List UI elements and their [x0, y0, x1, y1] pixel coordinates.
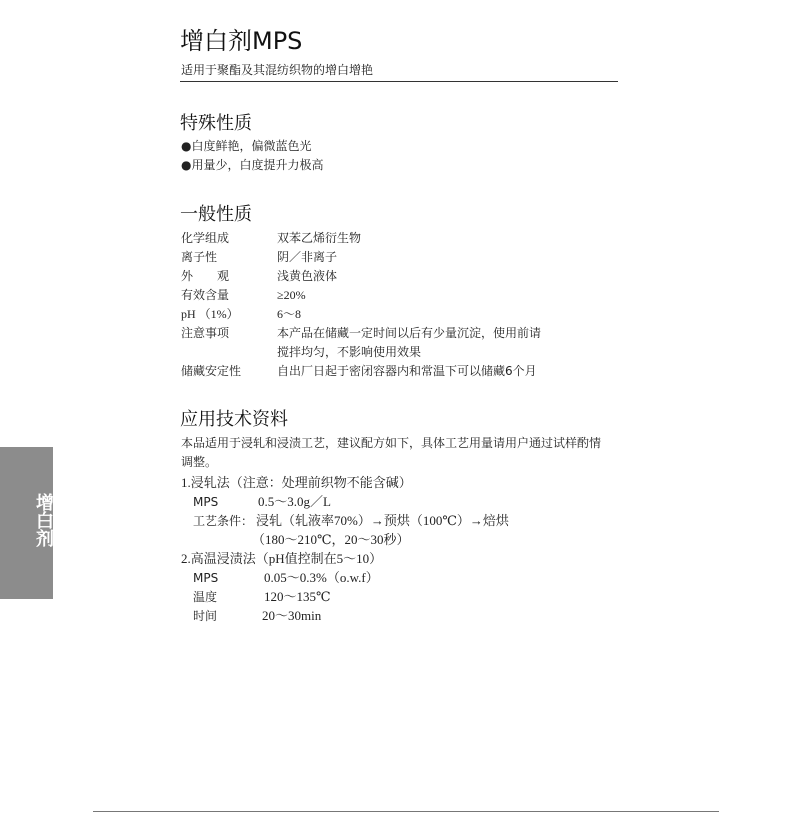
method1-process-value: 浸轧（轧液率70%）→预烘（100℃）→焙烘: [256, 513, 509, 528]
method1-process-label: 工艺条件：: [193, 514, 254, 528]
method2-mps-value: 0.05～0.3%（o.w.f）: [264, 570, 379, 585]
property-label-ph: pH （1%）: [181, 307, 239, 321]
title-divider: [180, 81, 618, 82]
footer-divider: [93, 811, 719, 812]
property-value-ph: 6～8: [277, 307, 302, 321]
method2-title: 2.高温浸渍法（pH值控制在5～10）: [181, 551, 383, 566]
method1-process-value-continued: （180～210℃，20～30秒）: [252, 532, 410, 547]
general-properties-heading: 一般性质: [180, 204, 252, 225]
side-category-tab-label: 增白剂: [33, 493, 54, 547]
method2-time-value: 20～30min: [262, 608, 322, 623]
property-label-chemical: 化学组成: [181, 231, 230, 245]
property-label-appearance: 外 观: [181, 269, 230, 283]
property-value-notes: 本产品在储藏一定时间以后有少量沉淀，使用前请: [277, 326, 542, 340]
application-intro: 本品适用于浸轧和浸渍工艺，建议配方如下，具体工艺用量请用户通过试样酌情: [181, 436, 602, 450]
method2-mps-label: MPS: [193, 571, 219, 585]
property-label-content: 有效含量: [181, 288, 230, 302]
method2-temp-value: 120～135℃: [264, 589, 331, 604]
special-property-item: ●用量少，白度提升力极高: [181, 158, 324, 172]
method1-title: 1.浸轧法（注意：处理前织物不能含碱）: [181, 475, 412, 490]
page-title: 增白剂MPS: [180, 27, 303, 55]
property-value-chemical: 双苯乙烯衍生物: [277, 231, 362, 245]
method1-mps-value: 0.5～3.0g／L: [258, 494, 331, 509]
method2-time-label: 时间: [193, 609, 218, 623]
side-category-tab: [0, 447, 53, 599]
page-subtitle: 适用于聚酯及其混纺织物的增白增艳: [181, 63, 374, 77]
property-label-storage: 储藏安定性: [181, 364, 242, 378]
property-label-notes: 注意事项: [181, 326, 230, 340]
property-value-notes-continued: 搅拌均匀，不影响使用效果: [277, 345, 422, 359]
method1-mps-label: MPS: [193, 495, 219, 509]
application-intro-continued: 调整。: [181, 455, 218, 469]
special-property-item: ●白度鲜艳，偏微蓝色光: [181, 139, 312, 153]
special-properties-heading: 特殊性质: [180, 113, 252, 134]
method2-temp-label: 温度: [193, 590, 218, 604]
application-heading: 应用技术资料: [180, 409, 288, 430]
property-value-ionic: 阴／非离子: [277, 250, 338, 264]
property-value-content: ≥20%: [277, 288, 306, 302]
property-value-appearance: 浅黄色液体: [277, 269, 338, 283]
property-label-ionic: 离子性: [181, 250, 218, 264]
property-value-storage: 自出厂日起于密闭容器内和常温下可以储藏6个月: [277, 364, 537, 378]
